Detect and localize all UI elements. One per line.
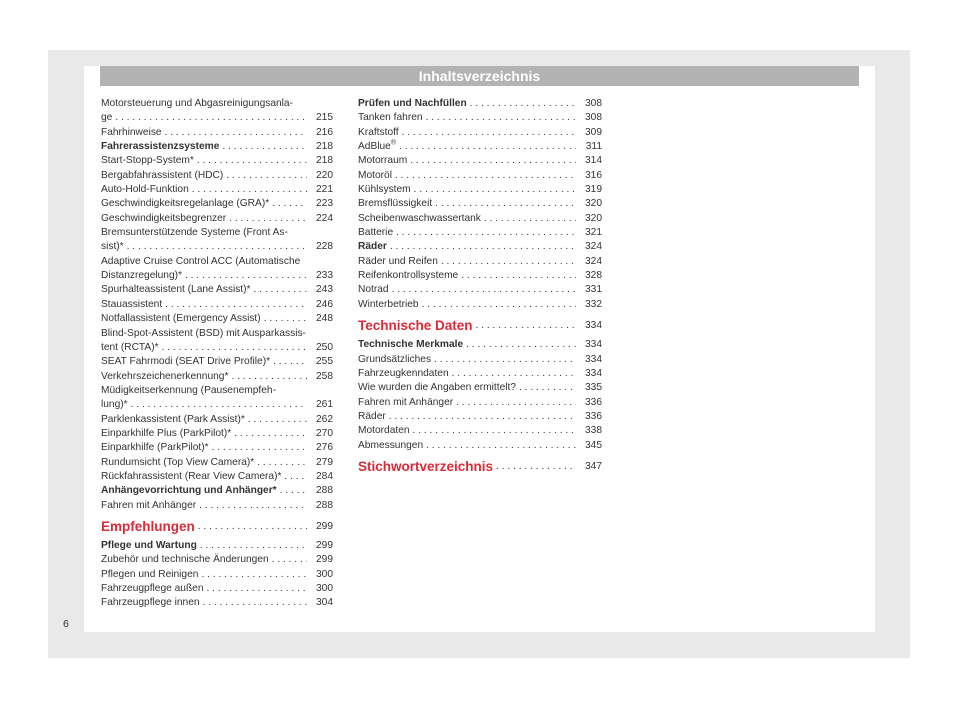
toc-entry-title	[358, 269, 458, 283]
dot-leader	[269, 197, 307, 211]
toc-entry-title-text: Auto-Hold-Funktion	[101, 184, 189, 196]
toc-entry[interactable]	[101, 169, 333, 183]
toc-page-number: 299	[316, 539, 333, 551]
dot-leader	[228, 370, 307, 384]
toc-page-number: 345	[585, 439, 602, 451]
toc-entry-title-text: Pflege und Wartung	[101, 539, 197, 551]
toc-entry-line: Blind-Spot-Assistent (BSD) mit Ausparkassis-	[101, 327, 306, 339]
toc-entry-title-text: AdBlue	[358, 141, 391, 153]
toc-entry-title	[358, 338, 463, 352]
toc-page-number: 279	[316, 456, 333, 468]
toc-entry-title-text: Verkehrszeichenerkennung*	[101, 370, 229, 382]
dot-leader	[281, 470, 307, 484]
toc-page-number: 261	[316, 399, 333, 411]
toc-entry-title-text: Pflegen und Reinigen	[101, 568, 199, 580]
toc-entry-title-text: Einparkhilfe Plus (ParkPilot)*	[101, 427, 232, 439]
toc-entry-title-text: Technische Daten	[358, 318, 473, 334]
toc-entry[interactable]	[101, 341, 333, 355]
toc-entry-title	[358, 154, 407, 168]
toc-page-number: 334	[585, 320, 602, 332]
toc-entry[interactable]	[101, 499, 333, 513]
toc-entry-title	[358, 313, 473, 338]
dot-leader	[493, 454, 576, 479]
toc-entry-title	[101, 456, 254, 470]
toc-entry-title	[101, 269, 182, 283]
toc-entry-title	[358, 396, 453, 410]
dot-leader	[411, 183, 576, 197]
toc-entry[interactable]	[101, 456, 333, 470]
toc-entry[interactable]	[358, 269, 602, 283]
toc-entry[interactable]	[358, 381, 602, 395]
toc-entry-title-text: SEAT Fahrmodi (SEAT Drive Profile)*	[101, 356, 271, 368]
toc-entry[interactable]	[101, 212, 333, 226]
toc-entry-title	[358, 410, 386, 424]
dot-leader	[431, 353, 576, 367]
toc-entry[interactable]	[358, 126, 602, 140]
toc-page-number: 316	[585, 169, 602, 181]
toc-page-number: 320	[585, 198, 602, 210]
toc-entry-title	[101, 140, 219, 154]
toc-entry[interactable]	[358, 424, 602, 438]
toc-page-number: 215	[316, 112, 333, 124]
toc-entry-title-text: lung)*	[101, 399, 128, 411]
toc-page-number: 258	[316, 370, 333, 382]
dot-leader	[223, 169, 307, 183]
toc-entry[interactable]	[101, 111, 333, 125]
page-number: 6	[63, 618, 69, 630]
toc-column-right	[358, 97, 602, 479]
toc-entry[interactable]	[358, 338, 602, 352]
toc-page-number: 308	[585, 98, 602, 109]
toc-entry-title	[101, 283, 251, 297]
toc-entry-title	[358, 367, 449, 381]
toc-page-number: 299	[316, 554, 333, 566]
toc-page-number: 321	[585, 227, 602, 239]
toc-entry-title	[101, 398, 128, 412]
toc-entry-title-text: Fahrerassistenzsysteme	[101, 141, 220, 153]
toc-page-number: 320	[585, 212, 602, 224]
dot-leader	[200, 596, 307, 610]
dot-leader	[419, 298, 576, 312]
toc-entry-line: Adaptive Cruise Control ACC (Automatische	[101, 255, 301, 267]
toc-page-number: 220	[316, 169, 333, 181]
toc-entry-title-text: Tanken fahren	[358, 112, 423, 124]
toc-entry-title-text: Anhängevorrichtung und Anhänger*	[101, 485, 277, 497]
toc-entry[interactable]	[358, 183, 602, 197]
toc-page-number: 246	[316, 298, 333, 310]
dot-leader	[399, 126, 576, 140]
toc-entry-title	[101, 298, 162, 312]
toc-entry[interactable]	[358, 97, 602, 111]
toc-page-number: 334	[585, 339, 602, 351]
toc-entry-title-text: Technische Merkmale	[358, 339, 464, 351]
toc-entry-title	[358, 381, 516, 395]
toc-entry-title-text: Kühlsystem	[358, 184, 411, 196]
toc-entry-title	[358, 140, 396, 154]
toc-entry-title	[358, 240, 387, 254]
toc-entry-title	[101, 111, 112, 125]
toc-entry-title-text: Rundumsicht (Top View Camera)*	[101, 456, 255, 468]
toc-entry-title-text: Motordaten	[358, 425, 410, 437]
toc-entry-title-text: Einparkhilfe (ParkPilot)*	[101, 442, 209, 454]
toc-entry-title-text: Kraftstoff	[358, 126, 399, 138]
dot-leader	[189, 183, 307, 197]
dot-leader	[254, 456, 307, 470]
toc-entry-title-text: Scheibenwaschwassertank	[358, 212, 481, 224]
toc-entry-title-text: Bremsflüssigkeit	[358, 198, 433, 210]
dot-leader	[423, 111, 576, 125]
toc-entry-title-text: Fahrhinweise	[101, 126, 162, 138]
toc-entry[interactable]	[358, 212, 602, 226]
toc-entry-title-text: Räder und Reifen	[358, 255, 438, 267]
toc-page-number: 304	[316, 597, 333, 609]
toc-entry[interactable]	[358, 298, 602, 312]
toc-entry-title-text: Distanzregelung)*	[101, 270, 182, 282]
toc-page-number: 243	[316, 284, 333, 296]
toc-entry-title-text: Zubehör und technische Änderungen	[101, 554, 269, 566]
toc-entry[interactable]	[101, 355, 333, 369]
dot-leader	[396, 140, 576, 154]
dot-leader	[197, 539, 307, 553]
toc-entry[interactable]	[101, 126, 333, 140]
toc-entry[interactable]	[358, 283, 602, 297]
toc-entry[interactable]	[101, 398, 333, 412]
toc-page-number: 276	[316, 442, 333, 454]
dot-leader	[458, 269, 576, 283]
dot-leader	[392, 169, 576, 183]
toc-entry[interactable]	[101, 312, 333, 326]
dot-leader	[481, 212, 576, 226]
toc-entry-title-text: Notrad	[358, 284, 389, 296]
toc-entry-title	[101, 212, 226, 226]
toc-entry-title	[101, 341, 159, 355]
toc-page-number: 335	[585, 382, 602, 394]
toc-entry-title-text: Prüfen und Nachfüllen	[358, 98, 467, 109]
toc-entry-title-text: Geschwindigkeitsbegrenzer	[101, 212, 227, 224]
toc-entry[interactable]	[101, 427, 333, 441]
toc-entry-title-text: Fahren mit Anhänger	[358, 396, 454, 408]
toc-entry-title-text: Räder	[358, 241, 387, 253]
toc-page-number: 324	[585, 241, 602, 253]
toc-entry-title-text: Winterbetrieb	[358, 298, 419, 310]
toc-page-number: 262	[316, 413, 333, 425]
dot-leader	[159, 341, 307, 355]
toc-entry[interactable]	[358, 154, 602, 168]
toc-entry-title-text: Start-Stopp-System*	[101, 155, 194, 167]
toc-page-number: 248	[316, 313, 333, 325]
toc-entry[interactable]	[101, 568, 333, 582]
dot-leader	[219, 140, 307, 154]
toc-entry-title	[101, 197, 269, 211]
toc-entry[interactable]	[358, 396, 602, 410]
toc-entry-title	[101, 169, 223, 183]
toc-entry-title	[358, 111, 423, 125]
toc-entry[interactable]	[101, 183, 333, 197]
toc-entry-title	[101, 355, 270, 369]
toc-page-number: 334	[585, 353, 602, 365]
registered-mark: ®	[390, 139, 397, 147]
toc-page-number: 218	[316, 155, 333, 167]
toc-entry-title-text: Bergabfahrassistent (HDC)	[101, 169, 224, 181]
toc-entry-title-text: Wie wurden die Angaben ermittelt?	[358, 382, 516, 394]
toc-entry-title-text: Fahren mit Anhänger	[101, 499, 197, 511]
toc-entry[interactable]	[101, 470, 333, 484]
dot-leader	[407, 154, 576, 168]
toc-entry-title	[101, 596, 200, 610]
dot-leader	[269, 553, 307, 567]
toc-entry-title	[101, 312, 261, 326]
toc-entry-title-text: Rückfahrassistent (Rear View Camera)*	[101, 470, 282, 482]
dot-leader	[449, 367, 576, 381]
dot-leader	[423, 439, 576, 453]
dot-leader	[231, 427, 307, 441]
dot-leader	[386, 410, 576, 424]
toc-entry-title-text: Stauassistent	[101, 298, 163, 310]
toc-entry-title-text: Parklenkassistent (Park Assist)*	[101, 413, 245, 425]
dot-leader	[209, 441, 307, 455]
toc-page-number: 221	[316, 184, 333, 196]
toc-entry-title	[358, 126, 399, 140]
toc-entry-title	[101, 413, 245, 427]
toc-entry[interactable]	[101, 413, 333, 427]
dot-leader	[198, 568, 307, 582]
toc-page-number: 338	[585, 425, 602, 437]
toc-entry-line: Bremsunterstützende Systeme (Front As-	[101, 227, 288, 239]
toc-page-number: 228	[316, 241, 333, 253]
dot-leader	[467, 97, 576, 111]
dot-leader	[128, 398, 307, 412]
toc-page-number: 216	[316, 126, 333, 138]
toc-page-number: 308	[585, 112, 602, 124]
dot-leader	[204, 582, 307, 596]
toc-entry-title	[101, 499, 196, 513]
toc-entry-title	[358, 183, 411, 197]
toc-page-number: 324	[585, 255, 602, 267]
toc-entry-title	[358, 226, 393, 240]
dot-leader	[194, 154, 307, 168]
toc-entry-title-text: Notfallassistent (Emergency Assist)	[101, 313, 261, 325]
toc-page-number: 288	[316, 499, 333, 511]
toc-entry-title	[358, 212, 481, 226]
toc-entry-title	[101, 370, 228, 384]
toc-entry[interactable]	[358, 197, 602, 211]
toc-entry[interactable]	[358, 410, 602, 424]
toc-entry-line: Müdigkeitserkennung (Pausenempfeh-	[101, 384, 276, 396]
toc-entry-title-text: Fahrzeugpflege innen	[101, 597, 200, 609]
toc-page-number: 223	[316, 198, 333, 210]
toc-entry-title-text: Geschwindigkeitsregelanlage (GRA)*	[101, 198, 270, 210]
toc-entry-title	[358, 454, 493, 479]
toc-page-number: 224	[316, 212, 333, 224]
toc-entry-title	[101, 427, 231, 441]
toc-column-left	[101, 97, 333, 611]
toc-page-number: 299	[316, 520, 333, 532]
toc-page-number: 300	[316, 568, 333, 580]
toc-entry-title-text: ge	[101, 112, 113, 124]
toc-entry-title-text: Fahrzeugpflege außen	[101, 583, 204, 594]
dot-leader	[410, 424, 576, 438]
toc-entry-title-text: Grundsätzliches	[358, 353, 432, 365]
toc-entry[interactable]	[358, 140, 602, 154]
toc-section-entry[interactable]	[358, 313, 602, 338]
dot-leader	[473, 313, 576, 338]
toc-entry-title	[358, 353, 431, 367]
toc-page-number: 300	[316, 583, 333, 594]
toc-entry-title	[101, 568, 198, 582]
toc-entry-title	[101, 539, 197, 553]
toc-entry-title	[358, 197, 432, 211]
toc-page-number: 334	[585, 367, 602, 379]
toc-page-number: 328	[585, 270, 602, 282]
toc-entry-title	[101, 154, 194, 168]
toc-entry-title-text: Motoröl	[358, 169, 392, 181]
toc-entry[interactable]	[358, 169, 602, 183]
toc-entry-title	[358, 298, 419, 312]
toc-page-number: 336	[585, 396, 602, 408]
toc-page-number: 336	[585, 410, 602, 422]
dot-leader	[245, 413, 307, 427]
toc-entry-title-text: Fahrzeugkenndaten	[358, 367, 449, 379]
toc-entry[interactable]	[358, 111, 602, 125]
toc-entry-line: Motorsteuerung und Abgasreinigungsanla-	[101, 98, 293, 109]
toc-page-number: 309	[585, 126, 602, 138]
dot-leader	[453, 396, 576, 410]
toc-entry-title	[101, 484, 277, 498]
dot-leader	[463, 338, 576, 352]
dot-leader	[182, 269, 307, 283]
toc-entry-title	[101, 126, 162, 140]
toc-section-entry[interactable]	[358, 454, 602, 479]
toc-entry-title	[101, 240, 124, 254]
toc-entry[interactable]	[101, 539, 333, 553]
toc-section-entry[interactable]	[101, 514, 333, 539]
toc-page-number: 218	[316, 141, 333, 153]
dot-leader	[195, 514, 307, 539]
dot-leader	[124, 240, 307, 254]
toc-page-number: 288	[316, 485, 333, 497]
toc-entry[interactable]	[358, 353, 602, 367]
toc-entry[interactable]	[358, 367, 602, 381]
toc-entry-title	[358, 424, 410, 438]
toc-entry[interactable]	[101, 596, 333, 610]
toc-entry[interactable]	[101, 484, 333, 498]
toc-entry-title	[358, 283, 389, 297]
dot-leader	[387, 240, 576, 254]
toc-entry-title	[358, 439, 423, 453]
toc-entry-title	[358, 169, 392, 183]
toc-entry[interactable]	[101, 197, 333, 211]
toc-entry[interactable]	[101, 298, 333, 312]
toc-entry[interactable]	[101, 240, 333, 254]
toc-page-number: 331	[585, 284, 602, 296]
toc-entry-title-text: Abmessungen	[358, 439, 424, 451]
toc-entry[interactable]	[358, 255, 602, 269]
toc-entry[interactable]	[358, 226, 602, 240]
dot-leader	[261, 312, 307, 326]
dot-leader	[393, 226, 576, 240]
toc-entry-title	[101, 470, 281, 484]
dot-leader	[389, 283, 576, 297]
dot-leader	[251, 283, 308, 297]
toc-entry-title-text: tent (RCTA)*	[101, 341, 159, 353]
toc-page-number: 319	[585, 184, 602, 196]
dot-leader	[226, 212, 307, 226]
toc-entry-title	[358, 255, 438, 269]
toc-entry[interactable]	[101, 370, 333, 384]
toc-entry[interactable]	[101, 441, 333, 455]
toc-entry-title-text: Motorraum	[358, 155, 408, 167]
dot-leader	[438, 255, 576, 269]
dot-leader	[112, 111, 307, 125]
toc-entry-title	[101, 441, 209, 455]
toc-entry[interactable]	[358, 439, 602, 453]
dot-leader	[516, 381, 576, 395]
dot-leader	[162, 298, 307, 312]
toc-entry[interactable]	[358, 240, 602, 254]
toc-entry-title-text: Stichwortverzeichnis	[358, 458, 494, 474]
dot-leader	[270, 355, 307, 369]
toc-entry-title	[101, 553, 269, 567]
toc-entry[interactable]	[101, 269, 333, 283]
toc-entry[interactable]	[101, 582, 333, 596]
toc-page-number: 284	[316, 470, 333, 482]
page-title: Inhaltsverzeichnis	[418, 68, 541, 84]
toc-entry-title-text: Spurhalteassistent (Lane Assist)*	[101, 284, 251, 296]
toc-page-number: 233	[316, 270, 333, 282]
toc-entry-title-text: Empfehlungen	[101, 518, 195, 534]
dot-leader	[162, 126, 307, 140]
toc-page-number: 250	[316, 341, 333, 353]
toc-entry-title	[101, 514, 195, 539]
toc-page-number: 332	[585, 298, 602, 310]
toc-entry[interactable]	[101, 283, 333, 297]
toc-entry-title-text: Reifenkontrollsysteme	[358, 270, 459, 282]
toc-page-number: 314	[585, 155, 602, 167]
toc-entry-title-text: Batterie	[358, 227, 394, 239]
toc-page-number: 347	[585, 460, 602, 472]
toc-entry[interactable]	[101, 154, 333, 168]
toc-entry-title-text: sist)*	[101, 241, 124, 253]
toc-entry-title	[101, 183, 189, 197]
toc-entry-title	[101, 582, 204, 596]
toc-entry-title	[358, 97, 467, 111]
toc-entry[interactable]	[101, 140, 333, 154]
toc-page-number: 255	[316, 356, 333, 368]
toc-entry-title-text: Räder	[358, 410, 386, 422]
toc-page-number: 270	[316, 427, 333, 439]
dot-leader	[196, 499, 307, 513]
toc-page-number: 311	[585, 141, 602, 153]
dot-leader	[432, 197, 576, 211]
toc-entry[interactable]	[101, 553, 333, 567]
dot-leader	[277, 484, 307, 498]
